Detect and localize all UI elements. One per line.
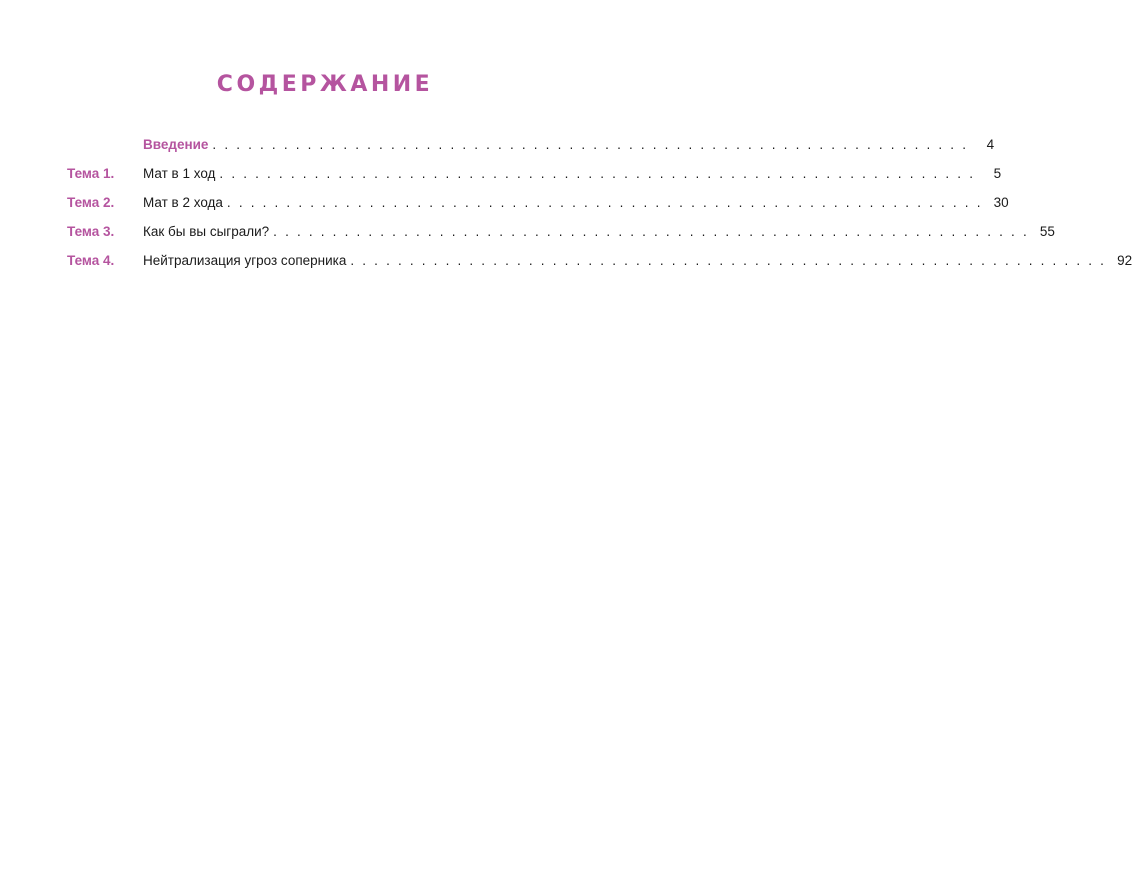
toc-entry-introduction[interactable]	[67, 137, 995, 166]
toc-entry-title: Как бы вы сыграли?	[143, 224, 270, 239]
toc-entry-page: 55	[1039, 224, 1055, 239]
toc-leader-dots: . . . . . . . . . . . . . . . . . . . . . . . . . . . . . . . . . . . . . . . . . . . . . . . . . . . . . . . . . . . . . . . .	[212, 137, 969, 152]
toc-entry-label: Тема 1.	[67, 166, 115, 181]
toc-entry-title: Введение	[143, 137, 209, 152]
toc-entry-label: Тема 4.	[67, 253, 115, 268]
toc-entry-topic-3[interactable]	[67, 224, 1055, 253]
toc-entry-title: Мат в 1 ход	[143, 166, 216, 181]
toc-entry-title: Нейтрализация угроз соперника	[143, 253, 347, 268]
toc-entry-page: 5	[993, 166, 1002, 181]
toc-entry-label: Тема 2.	[67, 195, 115, 210]
toc-entry-title: Мат в 2 хода	[143, 195, 223, 210]
toc-entry-page: 30	[993, 195, 1009, 210]
toc-leader-dots: . . . . . . . . . . . . . . . . . . . . . . . . . . . . . . . . . . . . . . . . . . . . . . . . . . . . . . . . . . . . . . . .	[219, 166, 976, 181]
toc-entry-topic-1[interactable]	[67, 166, 1002, 195]
toc-entry-topic-4[interactable]	[67, 253, 1132, 282]
toc-leader-dots: . . . . . . . . . . . . . . . . . . . . . . . . . . . . . . . . . . . . . . . . . . . . . . . . . . . . . . . . . . . . . . . .	[226, 195, 983, 210]
table-of-contents	[67, 137, 1132, 282]
toc-entry-page: 92	[1117, 253, 1132, 268]
toc-entry-topic-2[interactable]	[67, 195, 1009, 224]
toc-leader-dots: . . . . . . . . . . . . . . . . . . . . . . . . . . . . . . . . . . . . . . . . . . . . . . . . . . . . . . . . . . . . . . . .	[350, 253, 1107, 268]
toc-entry-label: Тема 3.	[67, 224, 115, 239]
page-title: СОДЕРЖАНИЕ	[216, 72, 434, 97]
toc-entry-page: 4	[986, 137, 995, 152]
toc-leader-dots: . . . . . . . . . . . . . . . . . . . . . . . . . . . . . . . . . . . . . . . . . . . . . . . . . . . . . . . . . . . . . . . .	[273, 224, 1029, 239]
